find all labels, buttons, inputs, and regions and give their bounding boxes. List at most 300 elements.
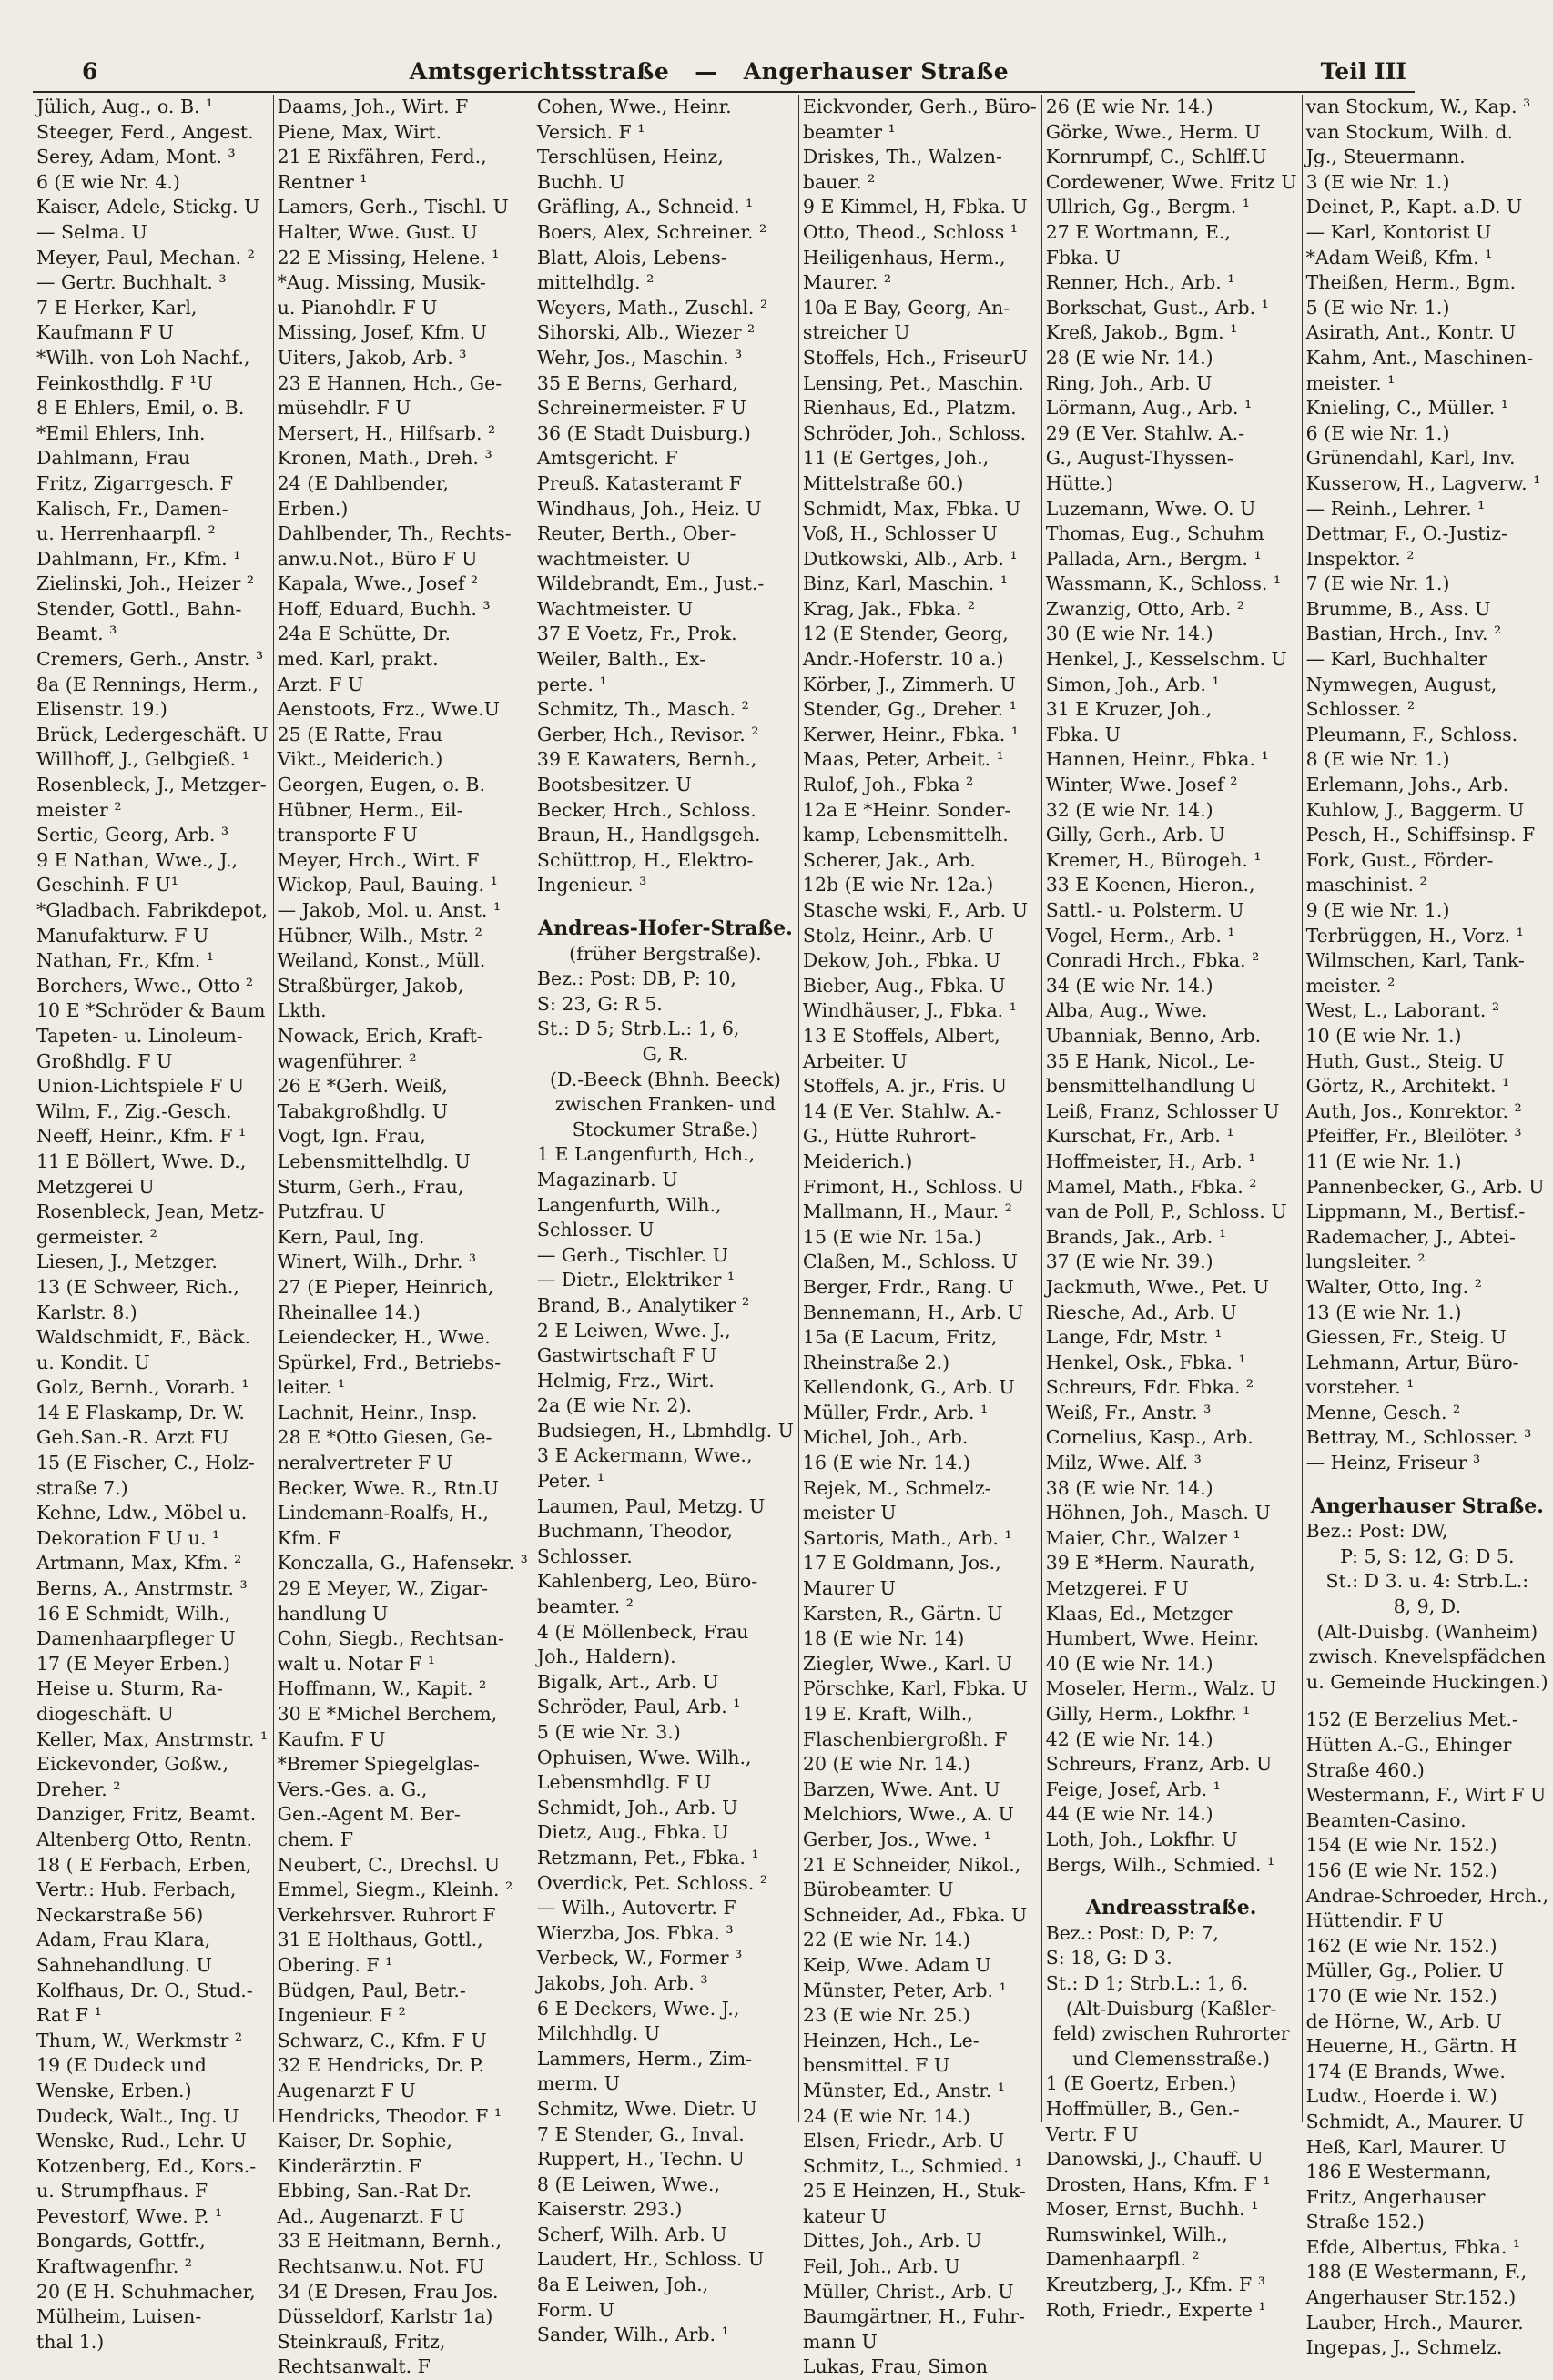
directory-entry-line: Körber, J., Zimmerh. U (802, 673, 1016, 695)
directory-entry-line: Wenske, Rud., Lehr. U (36, 2130, 247, 2152)
directory-entry-line: Artmann, Max, Kfm. ² (36, 1552, 242, 1575)
directory-entry-line: Schröder, Paul, Arb. ¹ (536, 1696, 741, 1718)
directory-entry-line: Putzfrau. U (277, 1200, 386, 1223)
directory-columns (33, 95, 1549, 2378)
directory-entry-line: Maurer. ² (802, 271, 892, 294)
directory-entry-line: 25 E Heinzen, H., Stuk- (802, 2180, 1026, 2203)
page-header (82, 53, 1406, 89)
directory-entry-line: bauer. ² (802, 170, 876, 193)
directory-entry-line: walt u. Notar F ¹ (277, 1652, 435, 1675)
directory-entry-line: Preuß. Katasteramt F (536, 471, 742, 494)
directory-entry-line: Simon, Joh., Arb. ¹ (1045, 673, 1220, 695)
directory-entry-line: Asirath, Ant., Kontr. U (1305, 321, 1517, 344)
directory-entry-line: 20 (E H. Schuhmacher, (36, 2280, 256, 2303)
directory-entry-line: Rulof, Joh., Fbka ² (802, 774, 974, 796)
directory-entry-line: Schmitz, Th., Masch. ² (536, 698, 749, 721)
directory-entry-line: Schlosser. (536, 1544, 633, 1567)
directory-entry-line: Schreinermeister. F U (536, 397, 746, 420)
directory-entry-line: 34 (E wie Nr. 14.) (1045, 974, 1213, 997)
directory-entry-line: 23 (E wie Nr. 25.) (802, 2004, 970, 2027)
directory-entry-line: Kaiserstr. 293.) (536, 2198, 683, 2221)
directory-entry-line: Amtsgericht. F (536, 447, 678, 470)
directory-entry-line: Winter, Wwe. Josef ² (1045, 774, 1238, 796)
directory-entry-line: *Gladbach. Fabrikdepot, (36, 899, 269, 921)
directory-entry-line: Pörschke, Karl, Fbka. U (802, 1677, 1029, 1700)
directory-entry-line: Bigalk, Art., Arb. U (536, 1670, 719, 1693)
directory-entry-line: Loth, Joh., Lokfhr. U (1045, 1828, 1238, 1850)
directory-entry-line: 8 E Ehlers, Emil, o. B. (36, 397, 245, 420)
directory-entry-line: 9 E Kimmel, H, Fbka. U (802, 196, 1028, 218)
directory-entry-line: Schüttrop, H., Elektro- (536, 848, 754, 871)
directory-entry-line: kateur U (802, 2204, 887, 2227)
directory-entry-line: Hannen, Heinr., Fbka. ¹ (1045, 748, 1269, 771)
directory-entry-line: meister. ¹ (1305, 371, 1396, 394)
directory-entry-line: — Dietr., Elektriker ¹ (536, 1269, 736, 1291)
directory-entry-line: 5 (E wie Nr. 1.) (1305, 296, 1450, 319)
directory-entry-line: 28 E *Otto Giesen, Ge- (277, 1426, 492, 1449)
street-info-line: St.: D 3. u. 4: Strb.L.: (1325, 1570, 1529, 1593)
directory-entry-line: Milchhdlg. U (536, 2022, 661, 2045)
directory-entry-line: Versich. F ¹ (536, 120, 645, 143)
header-rule (33, 91, 1415, 93)
directory-entry-line: 31 E Holthaus, Gottl., (277, 1929, 483, 1951)
directory-entry-line: Arzt. F U (277, 673, 364, 695)
directory-entry-line: 152 (E Berzelius Met.- (1305, 1708, 1518, 1731)
directory-entry-line: Leiß, Franz, Schlosser U (1045, 1099, 1280, 1122)
directory-entry-line: Bürobeamter. U (802, 1879, 954, 1901)
directory-entry-line: u. Herrenhaarpfl. ² (36, 522, 216, 545)
directory-entry-line: Steeger, Ferd., Angest. (36, 120, 254, 143)
directory-entry-line: beamter ¹ (802, 120, 896, 143)
directory-entry-line: Angerhauser Str.152.) (1305, 2286, 1517, 2309)
directory-entry-line: Lippmann, M., Bertisf.- (1305, 1200, 1526, 1223)
directory-entry-line: Huth, Gust., Steig. U (1305, 1049, 1505, 1072)
directory-entry-line: Hoffmeister, H., Arb. ¹ (1045, 1149, 1256, 1172)
directory-entry-line: Neckarstraße 56) (36, 1903, 204, 1926)
directory-entry-line: Dahlmann, Fr., Kfm. ¹ (36, 547, 241, 570)
directory-entry-line: Peter. ¹ (536, 1470, 605, 1493)
directory-entry-line: Scherf, Wilh. Arb. U (536, 2223, 727, 2245)
street-info-line: und Clemensstraße.) (1072, 2047, 1271, 2070)
directory-entry-line: vorsteher. ¹ (1305, 1376, 1415, 1399)
directory-entry-line: Adam, Frau Klara, (36, 1929, 211, 1951)
street-info-line: zwischen Franken- und (554, 1093, 776, 1116)
directory-entry-line: Union-Lichtspiele F U (36, 1075, 245, 1098)
directory-entry-line: 7 E Stender, G., Inval. (536, 2122, 745, 2145)
directory-entry-line: Heinzen, Hch., Le- (802, 2029, 980, 2051)
directory-entry-line: G., August-Thyssen- (1045, 447, 1233, 470)
directory-entry-line: Dettmar, F., O.-Justiz- (1305, 522, 1507, 545)
directory-entry-line: Fork, Gust., Förder- (1305, 848, 1494, 871)
directory-entry-line: 30 E *Michel Berchem, (277, 1703, 498, 1725)
directory-entry-line: Menne, Gesch. ² (1305, 1401, 1461, 1423)
directory-entry-line: 34 (E Dresen, Frau Jos. (277, 2280, 499, 2303)
directory-entry-line: Schmitz, Wwe. Dietr. U (536, 2097, 757, 2120)
directory-entry-line: — Gerh., Tischler. U (536, 1243, 728, 1266)
directory-entry-line: Borchers, Wwe., Otto ² (36, 974, 254, 997)
directory-entry-line: Heiligenhaus, Herm., (802, 246, 1006, 268)
directory-entry-line: Schmidt, Max, Fbka. U (802, 497, 1021, 520)
column-6 (1303, 95, 1553, 2359)
directory-entry-line: 24 (E wie Nr. 14.) (802, 2104, 970, 2127)
directory-entry-line: Damenhaarpfleger U (36, 1627, 236, 1650)
directory-entry-line: Rheinstraße 2.) (802, 1351, 950, 1373)
directory-entry-line: Kurschat, Fr., Arb. ¹ (1045, 1125, 1234, 1148)
directory-entry-line: Höhnen, Joh., Masch. U (1045, 1502, 1271, 1524)
directory-entry-line: anw.u.Not., Büro F U (277, 547, 478, 570)
directory-entry-line: Sturm, Gerh., Frau, (277, 1175, 464, 1198)
directory-entry-line: — Heinz, Friseur ³ (1305, 1452, 1481, 1474)
directory-entry-line: Nymwegen, August, (1305, 673, 1497, 695)
directory-entry-line: Verkehrsver. Ruhrort F (277, 1903, 496, 1926)
directory-entry-line: Conradi Hrch., Fbka. ² (1045, 949, 1260, 972)
spacer (537, 898, 794, 911)
directory-entry-line: Karlstr. 8.) (36, 1301, 137, 1323)
spacer (1046, 1878, 1297, 1890)
directory-entry-line: 6 (E wie Nr. 4.) (36, 170, 180, 193)
directory-entry-line: Neeff, Heinr., Kfm. F ¹ (36, 1125, 247, 1148)
directory-entry-line: 35 E Hank, Nicol., Le- (1045, 1049, 1255, 1072)
directory-entry-line: Fritz, Angerhauser (1305, 2185, 1486, 2208)
directory-entry-line: streicher U (802, 321, 910, 344)
directory-entry-line: Ingenieur. ³ (536, 874, 647, 896)
header-street-range (410, 58, 1009, 85)
directory-entry-line: Müller, Christ., Arb. U (802, 2280, 1014, 2303)
directory-entry-line: Metzgerei. F U (1045, 1577, 1189, 1600)
directory-entry-line: Wierzba, Jos. Fbka. ³ (536, 1921, 734, 1944)
directory-entry-line: Schmidt, Joh., Arb. U (536, 1796, 738, 1818)
street-info-line: u. Gemeinde Huckingen.) (1306, 1670, 1548, 1693)
directory-entry-line: 44 (E wie Nr. 14.) (1045, 1803, 1213, 1826)
directory-entry-line: Fbka. U (1045, 723, 1122, 745)
directory-entry-line: G., Hütte Ruhrort- (802, 1125, 977, 1148)
directory-entry-line: Wildebrandt, Em., Just.- (536, 572, 765, 595)
directory-entry-line: Beamt. ³ (36, 623, 117, 645)
directory-entry-line: transporte F U (277, 824, 418, 846)
directory-entry-line: Ad., Augenarzt. F U (277, 2204, 465, 2227)
directory-entry-line: Schmidt, A., Maurer. U (1305, 2110, 1525, 2132)
directory-entry-line: 8 (E Leiwen, Wwe., (536, 2172, 720, 2195)
directory-entry-line: — Selma. U (36, 220, 147, 243)
directory-entry-line: Straße 152.) (1305, 2211, 1425, 2233)
directory-entry-line: Arbeiter. U (802, 1049, 908, 1072)
directory-entry-line: 2 E Leiwen, Wwe. J., (536, 1319, 731, 1342)
directory-entry-line: Kaiser, Dr. Sophie, (277, 2130, 452, 2152)
directory-entry-line: Meyer, Paul, Mechan. ² (36, 246, 255, 268)
directory-entry-line: van Stockum, W., Kap. ³ (1305, 96, 1531, 117)
directory-entry-line: Rienhaus, Ed., Platzm. (802, 397, 1017, 420)
directory-entry-line: Laumen, Paul, Metzg. U (536, 1494, 766, 1517)
directory-entry-line: Aenstoots, Frz., Wwe.U (277, 698, 500, 721)
directory-entry-line: 186 E Westermann, (1305, 2161, 1492, 2183)
directory-entry-line: 30 (E wie Nr. 14.) (1045, 623, 1213, 645)
directory-entry-line: Rosenbleck, J., Metzger- (36, 774, 267, 796)
directory-entry-line: — Wilh., Autovertr. F (536, 1897, 736, 1919)
directory-entry-line: Lensing, Pet., Maschin. (802, 371, 1024, 394)
directory-entry-line: Dutkowski, Alb., Arb. ¹ (802, 547, 1018, 570)
directory-entry-line: Walter, Otto, Ing. ² (1305, 1275, 1482, 1298)
directory-entry-line: Beamten-Casino. (1305, 1808, 1467, 1831)
directory-entry-line: Kraftwagenfhr. ² (36, 2255, 192, 2278)
directory-entry-line: Ring, Joh., Arb. U (1045, 371, 1213, 394)
directory-entry-line: handlung U (277, 1602, 389, 1625)
directory-entry-line: Blatt, Alois, Lebens- (536, 246, 727, 268)
directory-entry-line: Dudeck, Walt., Ing. U (36, 2104, 239, 2127)
directory-entry-line: Gerber, Hch., Revisor. ² (536, 723, 759, 745)
directory-entry-line: Geschinh. F U¹ (36, 874, 178, 896)
directory-entry-line: Elisenstr. 19.) (36, 698, 167, 721)
directory-entry-line: Hendricks, Theodor. F ¹ (277, 2104, 502, 2127)
directory-entry-line: Hüttendir. F U (1305, 1909, 1444, 1932)
directory-entry-line: *Wilh. von Loh Nachf., (36, 346, 250, 369)
directory-entry-line: Sander, Wilh., Arb. ¹ (536, 2324, 729, 2346)
directory-entry-line: Cremers, Gerh., Anstr. ³ (36, 648, 264, 671)
directory-entry-line: Becker, Wwe. R., Rtn.U (277, 1476, 499, 1499)
directory-entry-line: 38 (E wie Nr. 14.) (1045, 1476, 1213, 1499)
directory-entry-line: *Emil Ehlers, Inh. (36, 421, 206, 444)
directory-entry-line: Pallada, Arn., Bergm. ¹ (1045, 547, 1262, 570)
directory-entry-line: Mamel, Math., Fbka. ² (1045, 1175, 1257, 1198)
directory-entry-line: Vertr.: Hub. Ferbach, (36, 1879, 237, 1901)
directory-entry-line: Großhdlg. F U (36, 1049, 173, 1072)
street-info-line: Stockumer Straße.) (572, 1118, 759, 1140)
directory-entry-line: merm. U (536, 2072, 621, 2095)
directory-entry-line: Konczalla, G., Hafensekr. ³ (277, 1552, 528, 1575)
directory-entry-line: Feinkosthdlg. F ¹U (36, 371, 213, 394)
directory-entry-line: Rejek, M., Schmelz- (802, 1476, 991, 1499)
directory-entry-line: Liesen, J., Metzger. (36, 1251, 218, 1273)
directory-entry-line: Düsseldorf, Karlstr 1a) (277, 2305, 493, 2328)
directory-entry-line: Sihorski, Alb., Wiezer ² (536, 321, 756, 344)
directory-entry-line: 11 (E Gertges, Joh., (802, 447, 990, 470)
directory-entry-line: 1 (E Goertz, Erben.) (1045, 2072, 1237, 2095)
directory-entry-line: Helmig, Frz., Wirt. (536, 1369, 715, 1392)
directory-entry-line: — Karl, Kontorist U (1305, 220, 1492, 243)
directory-entry-line: S: 23, G: R 5. (536, 992, 663, 1015)
directory-entry-line: Kolfhaus, Dr. O., Stud.- (36, 1979, 253, 2001)
directory-entry-line: 10 (E wie Nr. 1.) (1305, 1024, 1462, 1047)
directory-entry-line: Geh.San.-R. Arzt FU (36, 1426, 229, 1449)
directory-entry-line: Auth, Jos., Konrektor. ² (1305, 1099, 1522, 1122)
directory-entry-line: 6 (E wie Nr. 1.) (1305, 421, 1450, 444)
directory-entry-line: u. Strumpfhaus. F (36, 2180, 208, 2203)
directory-entry-line: Windhäuser, J., Fbka. ¹ (802, 999, 1017, 1022)
directory-entry-line: Pevestorf, Wwe. P. ¹ (36, 2204, 223, 2227)
directory-entry-line: Tapeten- u. Linoleum- (36, 1024, 243, 1047)
directory-entry-line: Obering. F ¹ (277, 1953, 393, 1976)
directory-entry-line: Waldschmidt, F., Bäck. (36, 1326, 251, 1349)
directory-entry-line: Lukas, Frau, Simon (802, 2355, 988, 2378)
directory-entry-line: Drosten, Hans, Kfm. F ¹ (1045, 2172, 1271, 2195)
column-4 (799, 95, 1042, 2378)
directory-entry-line: 39 E Kawaters, Bernh., (536, 748, 757, 771)
header-section: Teil III (1320, 57, 1406, 85)
directory-entry-line: 154 (E wie Nr. 152.) (1305, 1834, 1497, 1857)
directory-entry-line: Dekow, Joh., Fbka. U (802, 949, 1001, 972)
directory-entry-line: Barzen, Wwe. Ant. U (802, 1777, 1000, 1800)
directory-entry-line: 28 (E wie Nr. 14.) (1045, 346, 1213, 369)
directory-entry-line: 2a (E wie Nr. 2). (536, 1394, 692, 1417)
directory-entry-line: 156 (E wie Nr. 152.) (1305, 1858, 1497, 1881)
directory-entry-line: Metzgerei U (36, 1175, 155, 1198)
directory-entry-line: Ebbing, San.-Rat Dr. (277, 2180, 472, 2203)
directory-entry-line: Vogel, Herm., Arb. ¹ (1045, 924, 1235, 947)
directory-entry-line: Zwanzig, Otto, Arb. ² (1045, 597, 1245, 620)
street-info-line: zwisch. Knevelspfädchen (1308, 1646, 1547, 1668)
directory-entry-line: 33 E Koenen, Hieron., (1045, 874, 1255, 896)
directory-entry-line: Ruppert, H., Techn. U (536, 2148, 745, 2171)
directory-entry-line: Kerwer, Heinr., Fbka. ¹ (802, 723, 1019, 745)
directory-entry-line: Verbeck, W., Former ³ (536, 1947, 743, 1970)
directory-entry-line: Hoff, Eduard, Buchh. ³ (277, 597, 491, 620)
directory-entry-line: 27 (E Pieper, Heinrich, (277, 1275, 494, 1298)
directory-entry-line: wagenführer. ² (277, 1049, 417, 1072)
directory-entry-line: Danowski, J., Chauff. U (1045, 2148, 1264, 2171)
directory-entry-line: 17 (E Meyer Erben.) (36, 1652, 230, 1675)
directory-entry-line: 12 (E Stender, Georg, (802, 623, 1009, 645)
directory-entry-line: Voß, H., Schlosser U (802, 522, 998, 545)
directory-entry-line: Cohn, Siegb., Rechtsan- (277, 1627, 504, 1650)
directory-entry-line: Manufakturw. F U (36, 924, 209, 947)
directory-entry-line: Humbert, Wwe. Heinr. (1045, 1627, 1260, 1650)
directory-entry-line: Overdick, Pet. Schloss. ² (536, 1871, 768, 1894)
directory-entry-line: 36 (E Stadt Duisburg.) (536, 421, 751, 444)
directory-entry-line: Grünendahl, Karl, Inv. (1305, 447, 1516, 470)
directory-entry-line: Langenfurth, Wilh., (536, 1193, 722, 1216)
directory-entry-line: Daams, Joh., Wirt. F (277, 96, 469, 117)
directory-entry-line: 18 ( E Ferbach, Erben, (36, 1853, 252, 1876)
directory-entry-line: 11 E Böllert, Wwe. D., (36, 1149, 247, 1172)
directory-entry-line: Uiters, Jakob, Arb. ³ (277, 346, 467, 369)
directory-entry-line: Ingepas, J., Schmelz. (1305, 2336, 1503, 2359)
street-info-line: 8, 9, D. (1393, 1595, 1461, 1618)
directory-entry-line: 39 E *Herm. Naurath, (1045, 1552, 1255, 1575)
directory-entry-line: S: 18, G: D 3. (1045, 1947, 1172, 1970)
directory-entry-line: Rademacher, J., Abtei- (1305, 1225, 1516, 1248)
directory-entry-line: kamp, Lebensmittelh. (802, 824, 1009, 846)
directory-entry-line: Efde, Albertus, Fbka. ¹ (1305, 2235, 1521, 2258)
column-3 (533, 95, 799, 2346)
directory-entry-line: Boers, Alex, Schreiner. ² (536, 220, 767, 243)
directory-entry-line: Buchh. U (536, 170, 625, 193)
header-dash: — (695, 57, 718, 85)
directory-entry-line: Ullrich, Gg., Bergm. ¹ (1045, 196, 1251, 218)
directory-entry-line: Kreutzberg, J., Kfm. F ³ (1045, 2274, 1265, 2296)
directory-entry-line: Gastwirtschaft F U (536, 1344, 717, 1367)
directory-entry-line: Sertic, Georg, Arb. ³ (36, 824, 229, 846)
directory-entry-line: Meyer, Hrch., Wirt. F (277, 848, 480, 871)
directory-entry-line: Hübner, Wilh., Mstr. ² (277, 924, 482, 947)
directory-entry-line: Andrae-Schroeder, Hrch., (1305, 1884, 1549, 1907)
directory-entry-line: 32 (E wie Nr. 14.) (1045, 798, 1213, 821)
directory-entry-line: Mittelstraße 60.) (802, 471, 964, 494)
directory-entry-line: 6 E Deckers, Wwe. J., (536, 1997, 740, 2020)
directory-entry-line: Kern, Paul, Ing. (277, 1225, 425, 1248)
directory-entry-line: Fritz, Zigarrgesch. F (36, 471, 234, 494)
directory-entry-line: Brumme, B., Ass. U (1305, 597, 1491, 620)
directory-entry-line: perte. ¹ (536, 673, 607, 695)
directory-entry-line: Henkel, Osk., Fbka. ¹ (1045, 1351, 1246, 1373)
directory-entry-line: Theißen, Herm., Bgm. (1305, 271, 1517, 294)
directory-entry-line: Bennemann, H., Arb. U (802, 1301, 1024, 1323)
directory-entry-line: 26 E *Gerh. Weiß, (277, 1075, 448, 1098)
directory-entry-line: 5 (E wie Nr. 3.) (536, 1721, 681, 1743)
directory-entry-line: Luzemann, Wwe. O. U (1045, 497, 1256, 520)
directory-entry-line: Mallmann, H., Maur. ² (802, 1200, 1012, 1223)
directory-entry-line: Heß, Karl, Maurer. U (1305, 2135, 1507, 2158)
directory-entry-line: Cornelius, Kasp., Arb. (1045, 1426, 1254, 1449)
directory-entry-line: *Adam Weiß, Kfm. ¹ (1305, 246, 1493, 268)
directory-entry-line: Melchiors, Wwe., A. U (802, 1803, 1014, 1826)
directory-entry-line: Stender, Gg., Dreher. ¹ (802, 698, 1017, 721)
directory-entry-line: Winert, Wilh., Drhr. ³ (277, 1251, 477, 1273)
directory-entry-line: Zielinski, Joh., Heizer ² (36, 572, 255, 595)
directory-entry-line: Willhoff, J., Gelbgieß. ¹ (36, 748, 249, 771)
directory-entry-line: Krag, Jak., Fbka. ² (802, 597, 976, 620)
directory-entry-line: Roth, Friedr., Experte ¹ (1045, 2298, 1266, 2321)
directory-entry-line: Bettray, M., Schlosser. ³ (1305, 1426, 1532, 1449)
street-info-line: G, R. (642, 1042, 689, 1065)
directory-entry-line: Leiendecker, H., Wwe. (277, 1326, 491, 1349)
directory-entry-line: bensmittelhandlung U (1045, 1075, 1257, 1098)
directory-entry-line: u. Kondit. U (36, 1351, 150, 1373)
directory-entry-line: Kalisch, Fr., Damen- (36, 497, 228, 520)
directory-entry-line: Dahlbender, Th., Rechts- (277, 522, 512, 545)
directory-entry-line: 29 (E Ver. Stahlw. A.- (1045, 421, 1245, 444)
directory-entry-line: Sattl.- u. Polsterm. U (1045, 899, 1244, 921)
directory-entry-line: meister. ² (1305, 974, 1396, 997)
directory-entry-line: Joh., Haldern). (536, 1646, 676, 1668)
directory-entry-line: 3 E Ackermann, Wwe., (536, 1444, 753, 1467)
directory-entry-line: 10a E Bay, Georg, An- (802, 296, 1010, 319)
directory-entry-line: 16 E Schmidt, Wilh., (36, 1602, 231, 1625)
directory-entry-line: Rechtsanwalt. F (277, 2355, 431, 2378)
directory-entry-line: 40 (E wie Nr. 14.) (1045, 1652, 1213, 1675)
directory-entry-line: Jülich, Aug., o. B. ¹ (36, 96, 214, 117)
directory-entry-line: Nathan, Fr., Kfm. ¹ (36, 949, 214, 972)
header-title-left: Amtsgerichtsstraße (409, 57, 670, 85)
directory-entry-line: neralvertreter F U (277, 1452, 452, 1474)
directory-entry-line: 15 (E Fischer, C., Holz- (36, 1452, 255, 1474)
directory-entry-line: Schmitz, L., Schmied. ¹ (802, 2154, 1023, 2177)
directory-entry-line: Baumgärtner, H., Fuhr- (802, 2305, 1025, 2328)
column-2 (274, 95, 533, 2378)
directory-entry-line: Kinderärztin. F (277, 2154, 421, 2177)
directory-entry-line: Jackmuth, Wwe., Pet. U (1045, 1275, 1270, 1298)
directory-entry-line: 17 E Goldmann, Jos., (802, 1552, 1001, 1575)
directory-entry-line: 21 E Schneider, Nikol., (802, 1853, 1021, 1876)
directory-entry-line: Laudert, Hr., Schloss. U (536, 2248, 765, 2271)
directory-entry-line: Feil, Joh., Arb. U (802, 2255, 960, 2278)
directory-entry-line: Bastian, Hrch., Inv. ² (1305, 623, 1502, 645)
directory-entry-line: 32 E Hendricks, Dr. P. (277, 2054, 485, 2077)
directory-entry-line: Ziegler, Wwe., Karl. U (802, 1652, 1012, 1675)
directory-entry-line: Lörmann, Aug., Arb. ¹ (1045, 397, 1253, 420)
directory-entry-line: Kusserow, H., Lagverw. ¹ (1305, 471, 1541, 494)
directory-entry-line: Müller, Gg., Polier. U (1305, 1960, 1505, 1982)
directory-entry-line: 14 (E Ver. Stahlw. A.- (802, 1099, 1002, 1122)
directory-entry-line: mann U (802, 2330, 878, 2353)
directory-entry-line: Kapala, Wwe., Josef ² (277, 572, 479, 595)
directory-entry-line: Buchmann, Theodor, (536, 1520, 733, 1543)
directory-entry-line: 7 (E wie Nr. 1.) (1305, 572, 1450, 595)
directory-entry-line: 188 (E Westermann, F., (1305, 2261, 1528, 2284)
directory-entry-line: Tabakgroßhdlg. U (277, 1099, 448, 1122)
directory-entry-line: Giessen, Fr., Steig. U (1305, 1326, 1507, 1349)
directory-entry-line: Wassmann, K., Schloss. ¹ (1045, 572, 1282, 595)
directory-entry-line: 29 E Meyer, W., Zigar- (277, 1577, 489, 1600)
directory-entry-line: meister ² (36, 798, 122, 821)
